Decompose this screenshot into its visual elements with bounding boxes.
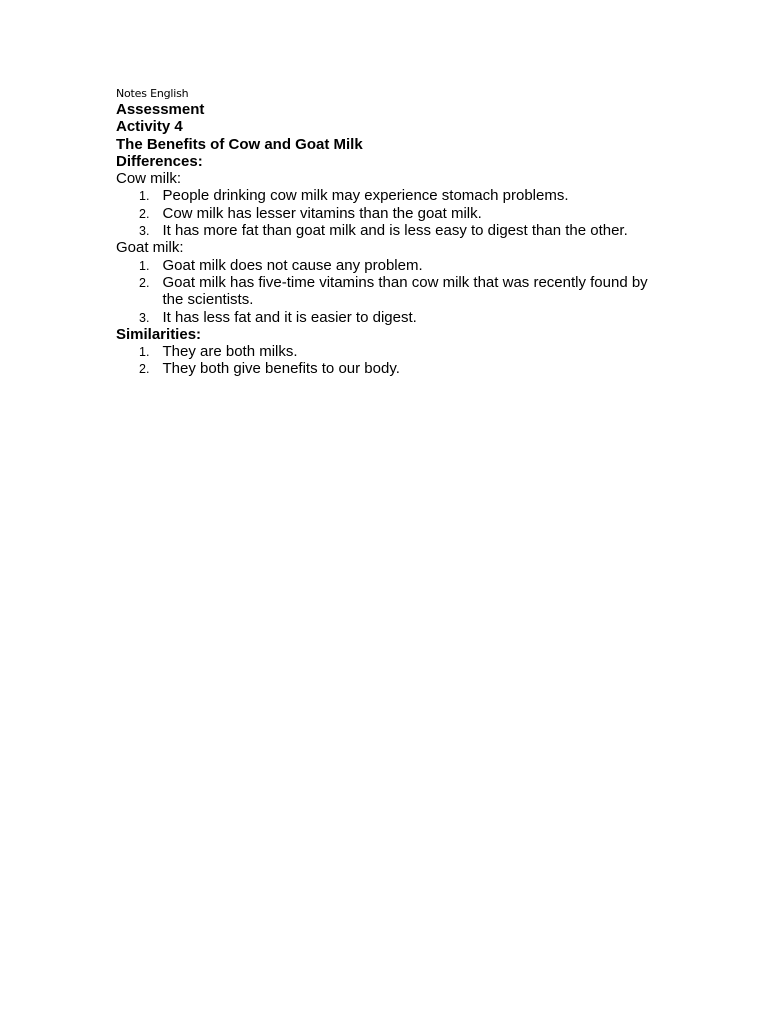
list-item-text: They are both milks. xyxy=(162,343,298,361)
list-number: 3. xyxy=(139,224,150,239)
similarities-list xyxy=(116,343,656,378)
cow-milk-label: Cow milk: xyxy=(116,170,182,188)
list-item xyxy=(116,187,656,204)
cow-milk-list xyxy=(116,187,656,239)
list-number: 2. xyxy=(139,275,150,290)
document-page xyxy=(116,87,656,378)
document-title: The Benefits of Cow and Goat Milk xyxy=(116,135,363,153)
list-item xyxy=(116,205,656,222)
list-number: 1. xyxy=(139,189,150,204)
list-item-text: Goat milk does not cause any problem. xyxy=(162,256,423,274)
list-item-text: They both give benefits to our body. xyxy=(162,360,400,378)
list-item xyxy=(116,257,656,274)
list-item xyxy=(116,309,656,326)
list-item xyxy=(116,360,656,377)
differences-heading: Differences: xyxy=(116,152,203,170)
goat-milk-list xyxy=(116,257,656,326)
goat-milk-label: Goat milk: xyxy=(116,239,184,257)
list-item-text: It has less fat and it is easier to digest. xyxy=(162,308,417,326)
list-number: 2. xyxy=(139,206,150,221)
similarities-heading: Similarities: xyxy=(116,325,202,343)
list-item-text: Goat milk has five-time vitamins than cow milk that was recently found by the scientists. xyxy=(162,273,648,309)
list-item xyxy=(116,274,656,309)
list-item xyxy=(116,222,656,239)
list-number: 1. xyxy=(139,345,150,360)
list-number: 3. xyxy=(139,310,150,325)
assessment-heading: Assessment xyxy=(116,101,205,118)
list-number: 1. xyxy=(139,258,150,273)
list-number: 2. xyxy=(139,362,150,377)
list-item-text: People drinking cow milk may experience stomach problems. xyxy=(162,187,569,205)
list-item-text: Cow milk has lesser vitamins than the goat milk. xyxy=(162,204,482,222)
list-item-text: It has more fat than goat milk and is less easy to digest than the other. xyxy=(162,222,628,240)
list-item xyxy=(116,343,656,360)
activity-heading: Activity 4 xyxy=(116,118,183,136)
header-note: Notes English xyxy=(116,87,189,100)
